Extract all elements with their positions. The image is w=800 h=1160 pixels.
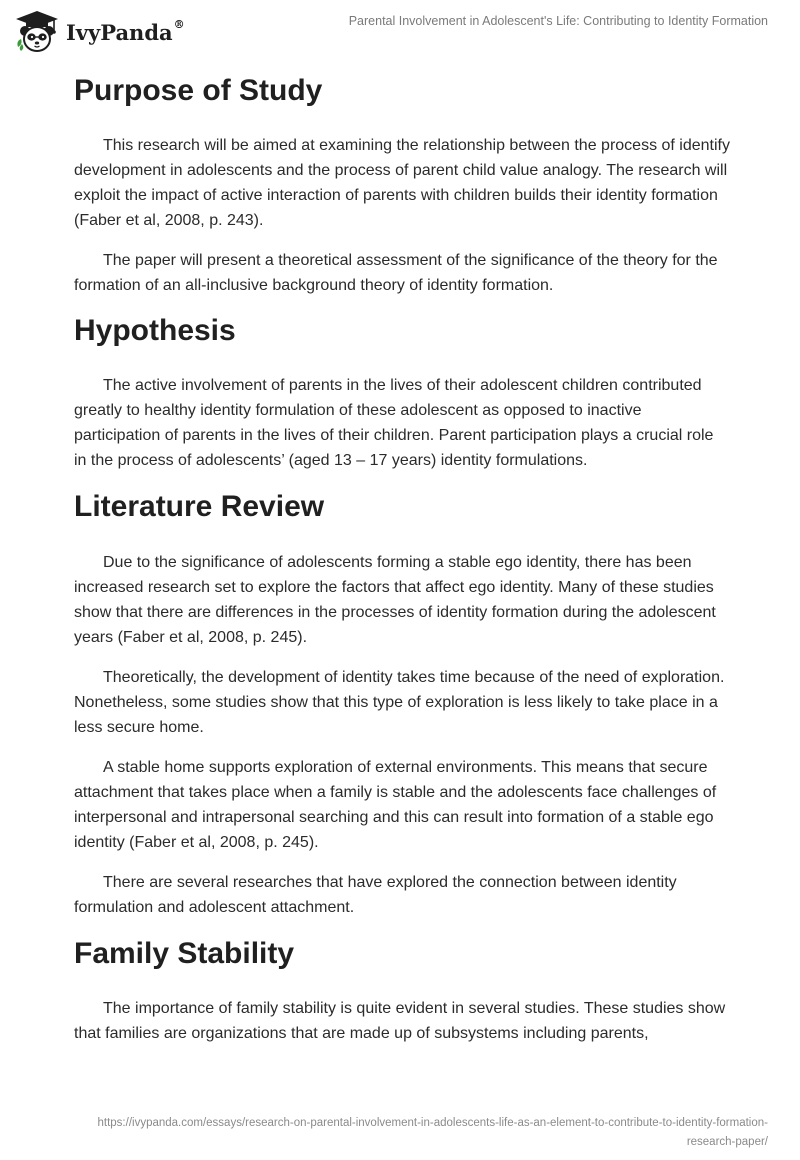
paragraph: There are several researches that have explored the connection between identity formulation and adolescent attachment. bbox=[74, 874, 677, 916]
heading-purpose-of-study: Purpose of Study bbox=[74, 74, 323, 107]
paragraph: The importance of family stability is quite evident in several studies. These studies show that families are organizations that are made up of subsystems including parents, bbox=[74, 1000, 726, 1042]
panda-graduate-icon bbox=[14, 9, 60, 53]
heading-hypothesis: Hypothesis bbox=[74, 314, 236, 347]
paragraph: The active involvement of parents in the lives of their adolescent children contributed greatly to healthy identity formulation of these adolescent as opposed to inactive participation of parents in the lives of their children. Parent participation plays a crucial role in the process of adolescents’ (aged 13 – 17 years) identity formulations. bbox=[74, 377, 714, 469]
paragraph: A stable home supports exploration of external environments. This means that secure attachment that takes place when a family is stable and the adolescents face challenges of interpersonal and intrapersonal searching and this can result into formation of a stable ego identity (Faber et al, 2008, p. 245). bbox=[74, 759, 717, 851]
heading-literature-review: Literature Review bbox=[74, 490, 325, 523]
source-url[interactable] bbox=[8, 1114, 768, 1152]
ivypanda-logo[interactable] bbox=[14, 8, 204, 54]
paragraph: Theoretically, the development of identity takes time because of the need of exploration. Nonetheless, some studies show that this type of exploration is less likely to take place in a less secure home. bbox=[74, 669, 725, 736]
source-url-line: research-paper/ bbox=[686, 1136, 768, 1148]
source-url-line: https://ivypanda.com/essays/research-on-parental-involvement-in-adolescents-life-as-an-element-to-contribute-to-identity-formation- bbox=[97, 1117, 768, 1129]
paragraph: This research will be aimed at examining the relationship between the process of identify development in adolescents and the process of parent child value analogy. The research will exploit the impact of active interaction of parents with children builds their identity formation (Faber et al, 2008, p. 243). bbox=[74, 137, 730, 229]
registered-mark: ® bbox=[173, 17, 185, 31]
paragraph: The paper will present a theoretical assessment of the significance of the theory for the formation of an all-inclusive background theory of identity formation. bbox=[74, 252, 718, 294]
paragraph: Due to the significance of adolescents forming a stable ego identity, there has been increased research set to explore the factors that affect ego identity. Many of these studies show that there are differences in the processes of identity formation during the adolescent years (Faber et al, 2008, p. 245). bbox=[74, 554, 716, 646]
running-title: Parental Involvement in Adolescent's Life: Contributing to Identity Formation bbox=[348, 14, 768, 28]
heading-family-stability: Family Stability bbox=[74, 937, 295, 970]
article-body bbox=[74, 74, 730, 1046]
logo-wordmark: IvyPanda® bbox=[66, 17, 185, 45]
page-header bbox=[0, 0, 800, 60]
